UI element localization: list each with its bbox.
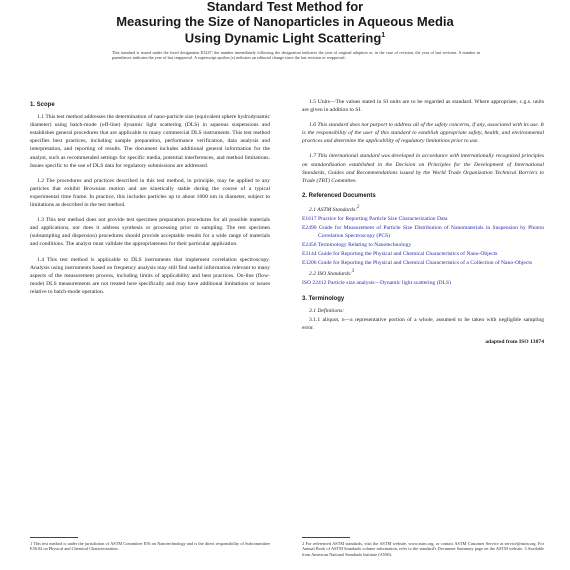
footnote-right: 2 For referenced ASTM standards, visit the ASTM website, www.astm.org, or contact ASTM Customer Service at service@astm.org. For Annual Book of ASTM Standards volume information, refer to the standard's Document Summary page on the ASTM website. 3 Available from American National Standards Institute (ANSI). (302, 541, 544, 557)
paragraph-1-2: 1.2 The procedures and practices described in this test method, in principle, may be applied to any particles that exhibit Brownian motion and are kinetically stable during the course of a typical experimental time frame. In practice, this includes particles up to about 1000 nm in diameter, subject to limitations as described in the test method. (30, 177, 270, 209)
section-heading-scope: 1. Scope (30, 102, 55, 108)
iso-standards-label: 2.2 ISO Standards:$^3$ (309, 269, 355, 278)
document-title (0, 0, 570, 46)
title-line-1: Standard Test Method for (206, 0, 364, 14)
reference-link[interactable]: E2456 (302, 242, 317, 249)
reference-item (302, 250, 544, 258)
section-heading-referenced-documents: 2. Referenced Documents (302, 192, 376, 199)
definition-aliquot: 3.1.1 aliquot, n—a representative portion of a whole, assumed to be taken with negligible sampling error. (302, 316, 544, 331)
reference-link[interactable]: E1617 (302, 215, 317, 222)
title-footnote-mark: 1 (381, 32, 386, 39)
title-line-3: Using Dynamic Light Scattering$^1$ (184, 30, 386, 46)
definitions-label: 3.1 Definitions: (309, 307, 345, 314)
paragraph-1-4: 1.4 This test method is applicable to DLS instruments that implement correlation spectroscopy. Analysis using instruments based on frequency analysis may still find useful information relevant to many aspects of the measurement process, including limits of applicability and best practices. On-line (flow-mode) DLS measurements are not treated here specifically and may have additional limitations or issues relative to batch-mode operation. (30, 256, 270, 295)
reference-link[interactable]: E3206 (302, 260, 317, 267)
reference-title: Guide for Reporting the Physical and Chemical Characteristics of Nano-Objects (316, 251, 498, 258)
designation-note: This standard is issued under the fixed designation E3247; the number immediately following the designation indicates the year of original adoption or, in the case of revision, the year of last revision. A number in parentheses indicates the year of last reapproval. A superscript epsilon (ε) indicates an editorial change since the last revision or reapproval. (112, 50, 480, 61)
paragraph-1-7: 1.7 This international standard was developed in accordance with internationally recognized principles on standardization established in the Decision on Principles for the Development of International Standards, Guides and Recommendations issued by the World Trade Organization Technical Barriers to Trade (TBT) Committee. (302, 153, 544, 184)
adopted-from-note: adapted from ISO 13874 (485, 338, 544, 345)
reference-title: Terminology Relating to Nanotechnology (316, 242, 412, 249)
footnote-divider-left (30, 537, 78, 538)
title-line-2: Measuring the Size of Nanoparticles in Aqueous Media (116, 13, 454, 29)
reference-item (302, 224, 544, 240)
paragraph-1-5: 1.5 Units—The values stated in SI units are to be regarded as standard. Where appropriate, c.g.s. units are given in addition to SI. (302, 99, 544, 114)
paragraph-1-1: 1.1 This test method addresses the determination of nano-particle size (equivalent sphere hydrodynamic diameter) using batch-mode (off-line) dynamic light scattering (DLS) in aqueous suspensions and establishes general procedures that are applicable to many commercial DLS instruments. This test method specifies best practices, including sample preparation, performance verification, data analysis and interpretation, and reporting of results. The document includes additional general information for the analyst, such as recommended settings for specific media, potential interferences, and method limitations. Issues specific to the use of DLS data for regulatory submissions are addressed. (30, 114, 270, 169)
reference-title: Practice for Reporting Particle Size Characterization Data (316, 215, 448, 222)
footnote-divider-right (302, 537, 350, 538)
paragraph-1-3: 1.3 This test method does not provide test specimen preparation procedures for all possible materials and applications, nor does it address synthesis or processing prior to sampling. The test specimen (subsampling and dispersion) procedures should provide acceptable results for a wide range of materials and conditions. The analyst must validate the appropriateness for their particular application. (30, 217, 270, 248)
paragraph-1-6: 1.6 This standard does not purport to address all of the safety concerns, if any, associated with its use. It is the responsibility of the user of this standard to establish appropriate safety, health, and environmental practices and determine the applicability of regulatory limitations prior to use. (302, 122, 544, 145)
reference-title: Guide for Reporting the Physical and Chemical Characteristics of a Collection of Nano-Objects (316, 260, 533, 267)
iso-footnote-mark: 3 (351, 269, 355, 275)
reference-link[interactable]: E2490 (302, 224, 317, 231)
reference-item-iso (302, 279, 544, 287)
reference-item (302, 215, 544, 223)
left-column (30, 98, 270, 303)
reference-item (302, 259, 544, 267)
astm-footnote-mark: 2 (357, 204, 360, 210)
section-heading-terminology: 3. Terminology (302, 295, 345, 302)
astm-standards-label: 2.1 ASTM Standards:$^2$ (309, 204, 360, 213)
reference-title: Particle size analysis—Dynamic light scattering (DLS) (326, 280, 451, 287)
footnote-left: 1 This test method is under the jurisdiction of ASTM Committee E56 on Nanotechnology and is the direct responsibility of Subcommittee E56.02 on Physical and Chemical Characterization. (30, 541, 270, 552)
right-column (302, 98, 544, 346)
reference-link[interactable]: ISO 22412 (302, 280, 327, 287)
reference-item (302, 241, 544, 249)
reference-title: Guide for Measurement of Particle Size Distribution of Nanomaterials in Suspension by Photon Correlation Spectroscopy (PCS) (316, 224, 544, 240)
reference-link[interactable]: E3144 (302, 251, 317, 258)
